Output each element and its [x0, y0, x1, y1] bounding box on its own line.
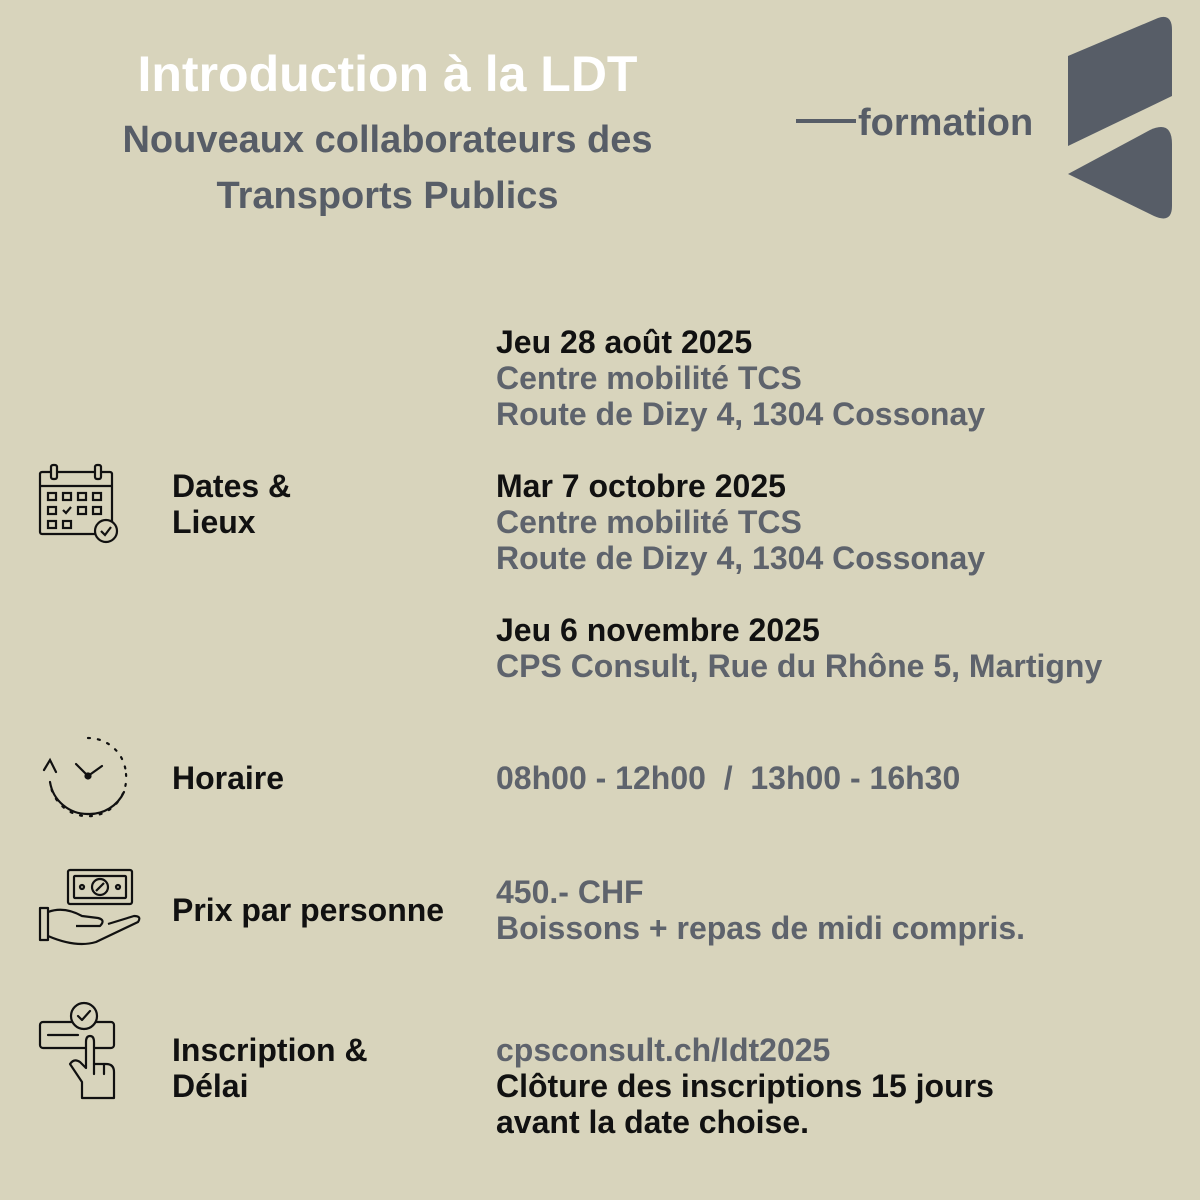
subtitle-line-1: Nouveaux collaborateurs des [122, 119, 653, 161]
session-1 [496, 324, 985, 432]
session-date: Mar 7 octobre 2025 [496, 468, 786, 504]
dates-label [172, 468, 291, 540]
session-date: Jeu 28 août 2025 [496, 324, 753, 360]
session-location-line-2: Route de Dizy 4, 1304 Cossonay [496, 540, 986, 576]
session-location-line-1: Centre mobilité TCS [496, 360, 802, 396]
registration-label-line-2: Délai [172, 1068, 249, 1104]
money-hand-icon [36, 866, 144, 952]
price-amount: 450.- CHF [496, 874, 644, 910]
logo-lower-shape [1068, 127, 1172, 218]
registration-info [496, 1032, 994, 1140]
registration-label [172, 1032, 368, 1104]
subtitle-line-2: Transports Publics [216, 175, 559, 217]
brand-dash [796, 119, 856, 123]
schedule-value: 08h00 - 12h00 / 13h00 - 16h30 [496, 760, 961, 796]
logo-upper-shape [1068, 17, 1172, 146]
brand-tagline [796, 100, 1033, 146]
registration-deadline-line-2: avant la date choise. [496, 1104, 810, 1140]
registration-link[interactable]: cpsconsult.ch/ldt2025 [496, 1032, 831, 1068]
page-subtitle [90, 112, 685, 224]
schedule-label: Horaire [172, 760, 285, 796]
registration-deadline-line-1: Clôture des inscriptions 15 jours [496, 1068, 994, 1104]
dates-label-line-1: Dates & [172, 468, 292, 504]
price-info [496, 874, 1025, 946]
calendar-check-icon [36, 462, 122, 546]
session-location-line-2: Route de Dizy 4, 1304 Cossonay [496, 396, 986, 432]
brand-text: formation [858, 102, 1034, 144]
session-location-line-1: CPS Consult, Rue du Rhône 5, Martigny [496, 648, 1103, 684]
dates-label-line-2: Lieux [172, 504, 256, 540]
click-check-icon [36, 998, 122, 1104]
price-label: Prix par personne [172, 892, 445, 928]
session-2 [496, 468, 985, 576]
page-title: Introduction à la LDT [137, 46, 638, 102]
clock-icon [36, 734, 132, 820]
price-note: Boissons + repas de midi compris. [496, 910, 1026, 946]
session-3 [496, 612, 1102, 684]
session-location-line-1: Centre mobilité TCS [496, 504, 802, 540]
session-date: Jeu 6 novembre 2025 [496, 612, 820, 648]
brand-logo [1066, 16, 1176, 220]
registration-label-line-1: Inscription & [172, 1032, 368, 1068]
